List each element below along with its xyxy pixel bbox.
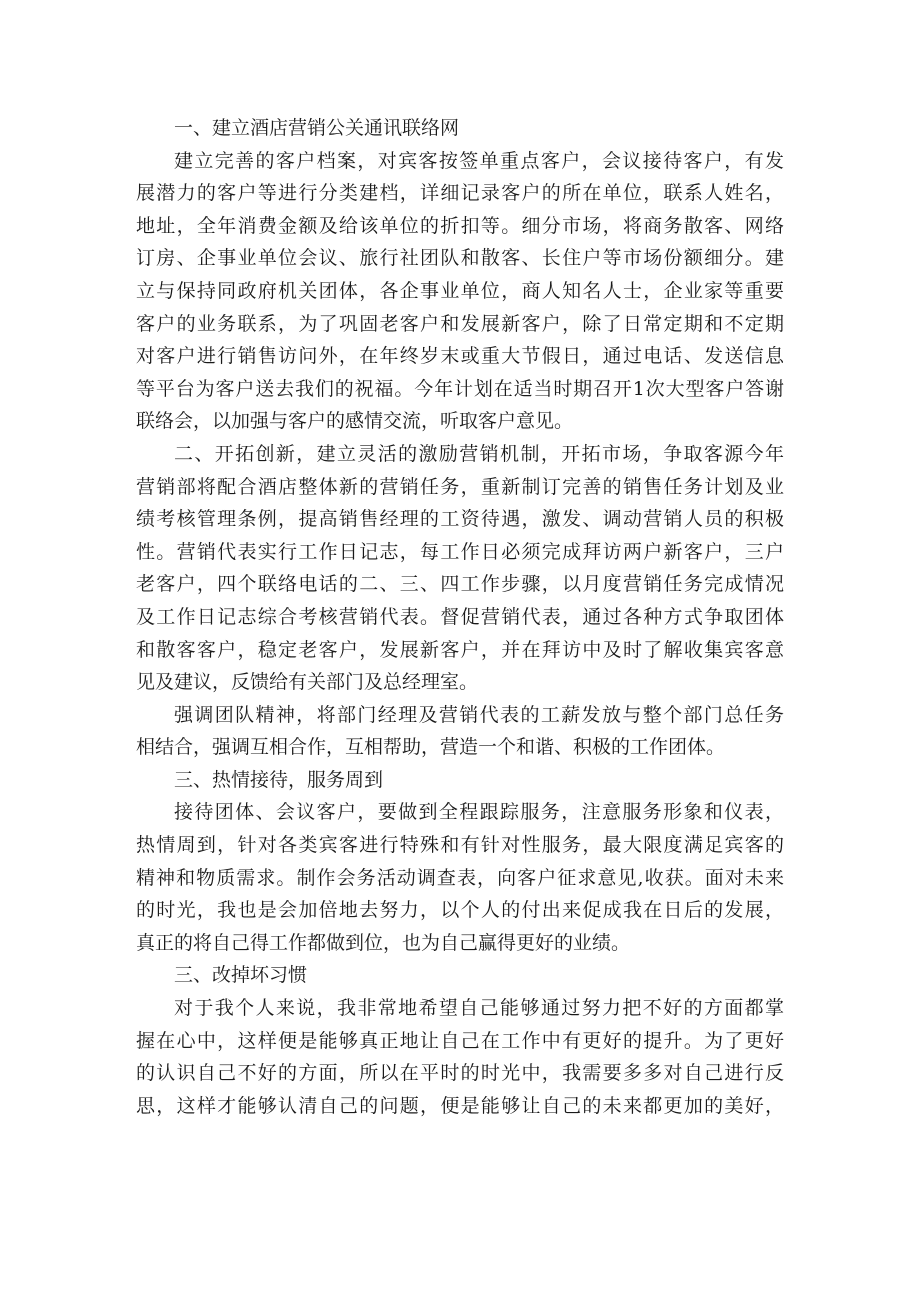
body-paragraph — [136, 699, 784, 764]
paragraph-line: 建立完善的客户档案，对宾客按签单重点客户，会议接待客户，有发 — [174, 149, 784, 172]
paragraph-line: 等平台为客户送去我们的祝福。今年计划在适当时期召开1次大型客户答谢 — [136, 377, 784, 400]
paragraph-line: 的时光，我也是会加倍地去努力，以个人的付出来促成我在日后的发展， — [136, 899, 784, 922]
paragraph-line: 热情周到，针对各类宾客进行特殊和有针对性服务，最大限度满足宾客的 — [136, 834, 784, 857]
paragraph-line: 营销部将配合酒店整体新的营销任务，重新制订完善的销售任务计划及业 — [136, 475, 784, 498]
body-paragraph — [136, 796, 784, 959]
paragraph-line: 对客户进行销售访问外，在年终岁末或重大节假日，通过电话、发送信息 — [136, 345, 784, 368]
paragraph-line: 老客户，四个联络电话的二、三、四工作步骤，以月度营销任务完成情况 — [136, 573, 784, 596]
body-paragraph — [136, 438, 784, 699]
paragraph-line: 见及建议，反馈给有关部门及总经理室。 — [136, 671, 479, 694]
paragraph-line: 立与保持同政府机关团体，各企事业单位，商人知名人士，企业家等重要 — [136, 279, 784, 302]
paragraph-line: 强调团队精神，将部门经理及营销代表的工薪发放与整个部门总任务 — [174, 703, 784, 726]
paragraph-line: 真正的将自己得工作都做到位，也为自己赢得更好的业绩。 — [136, 931, 631, 954]
paragraph-line: 的认识自己不好的方面，所以在平时的时光中，我需要多多对自己进行反 — [136, 1062, 784, 1085]
body-paragraph — [136, 992, 784, 1122]
paragraph-line: 接待团体、会议客户，要做到全程跟踪服务，注意服务形象和仪表， — [174, 801, 784, 824]
paragraph-line: 客户的业务联系，为了巩固老客户和发展新客户，除了日常定期和不定期 — [136, 312, 784, 335]
paragraph-line: 绩考核管理条例，提高销售经理的工资待遇，激发、调动营销人员的积极 — [136, 508, 784, 531]
body-paragraph — [136, 145, 784, 438]
heading-text: 三、改掉坏习惯 — [174, 964, 308, 987]
paragraph-line: 展潜力的客户等进行分类建档，详细记录客户的所在单位，联系人姓名， — [136, 182, 784, 205]
section-heading — [136, 112, 784, 145]
section-heading — [136, 959, 784, 992]
paragraph-line: 二、开拓创新，建立灵活的激励营销机制，开拓市场，争取客源今年 — [174, 442, 784, 465]
paragraph-line: 握在心中，这样便是能够真正地让自己在工作中有更好的提升。为了更好 — [136, 1029, 784, 1052]
paragraph-line: 和散客客户，稳定老客户，发展新客户，并在拜访中及时了解收集宾客意 — [136, 638, 784, 661]
section-heading — [136, 764, 784, 797]
paragraph-line: 思，这样才能够认清自己的问题，便是能够让自己的未来都更加的美好， — [136, 1094, 784, 1117]
paragraph-line: 相结合，强调互相合作，互相帮助，营造一个和谐、积极的工作团体。 — [136, 736, 726, 759]
document-page — [136, 112, 784, 1122]
heading-text: 三、热情接待，服务周到 — [174, 768, 384, 791]
heading-text: 一、建立酒店营销公关通讯联络网 — [174, 117, 460, 139]
paragraph-line: 对于我个人来说，我非常地希望自己能够通过努力把不好的方面都掌 — [174, 997, 784, 1020]
paragraph-line: 性。营销代表实行工作日记志，每工作日必须完成拜访两户新客户，三户 — [136, 540, 784, 563]
paragraph-line: 地址，全年消费金额及给该单位的折扣等。细分市场，将商务散客、网络 — [136, 214, 784, 237]
paragraph-line: 订房、企事业单位会议、旅行社团队和散客、长住户等市场份额细分。建 — [136, 247, 784, 270]
paragraph-line: 精神和物质需求。制作会务活动调查表，向客户征求意见,收获。面对未来 — [136, 866, 784, 889]
paragraph-line: 联络会，以加强与客户的感情交流，听取客户意见。 — [136, 410, 574, 433]
paragraph-line: 及工作日记志综合考核营销代表。督促营销代表，通过各种方式争取团体 — [136, 605, 784, 628]
